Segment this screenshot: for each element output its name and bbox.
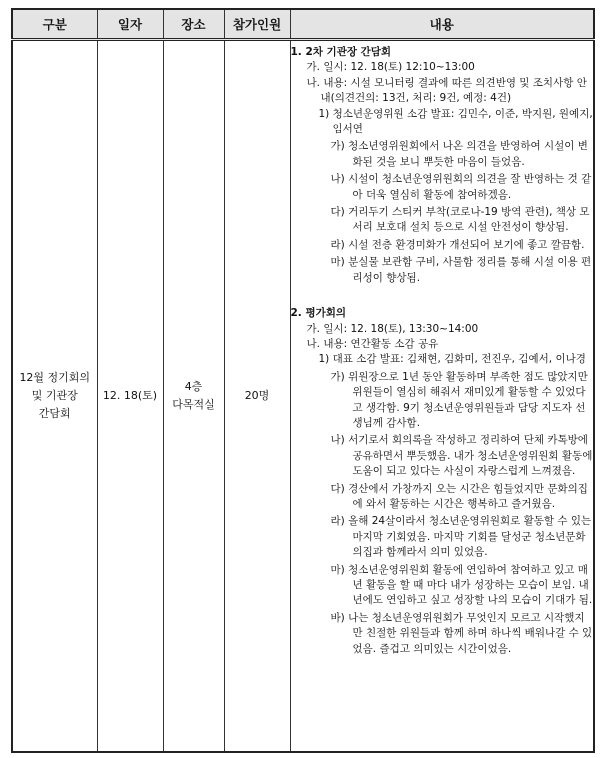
list-item [331, 611, 594, 657]
list-item-marker: 가) [330, 370, 345, 383]
list-item-text: 청소년영위원회에서 나온 의견을 반영하여 시설이 변화된 것을 보니 뿌듯한 마음이 들었음. [348, 140, 588, 168]
list-item [331, 238, 594, 253]
date-cell [97, 40, 163, 753]
section-item: 나. 내용: 시설 모니터링 결과에 따른 의견반영 및 조치사항 안내(의견건의: 13건, 처리: 9건, 예정: 4건) [306, 76, 587, 105]
section-title: 2. 평가회의 [290, 307, 347, 320]
date-value: 12. 18(토) [102, 389, 158, 402]
place-cell [163, 40, 224, 753]
list-item-text: 시설이 청소년운영위원회의 의견을 잘 반영하는 것 같아 더욱 열심히 활동에 참여하겠음. [348, 173, 592, 201]
list-item [331, 255, 594, 286]
list-item-text: 경산에서 가창까지 오는 시간은 힘들었지만 문화의집에 와서 활동하는 시간은 행복하고 즐거웠음. [348, 482, 588, 510]
list-item [331, 205, 594, 236]
list-item-text: 올해 24살이라서 청소년운영위원회로 활동할 수 있는 마지막 기회였음. 마지막 기회를 달성군 청소년문화의집과 함께라서 의미 있었음. [348, 515, 592, 559]
list-item-text: 나는 청소년운영위원회가 무엇인지 모르고 시작했지만 친절한 위원들과 함께 하며 하나씩 배워나갈 수 있었음. 즐겁고 의미있는 시간이었음. [348, 611, 593, 655]
list-item-marker: 가) [330, 140, 345, 153]
list-item-marker: 라) [330, 515, 345, 528]
attendees-cell [224, 40, 290, 753]
header-attendees: 참가인원 [224, 9, 290, 40]
table-header-row [12, 9, 594, 40]
header-date: 일자 [97, 9, 163, 40]
list-item-marker: 나) [330, 434, 345, 447]
section-item: 가. 일시: 12. 18(토) 12:10~13:00 [306, 61, 475, 74]
subsection-item: 1) 대표 소감 발표: 김채현, 김화미, 전진우, 김예서, 이나경 [318, 353, 586, 366]
list-item [331, 482, 594, 513]
table-row [12, 40, 594, 753]
meeting-table [11, 8, 595, 753]
list-item-text: 서기로서 회의록을 작성하고 정리하여 단체 카톡방에 공유하면서 뿌듯했음. 내가 청소년운영위원회 활동에 도움이 되고 있다는 사실이 자랑스럽게 느껴졌음. [348, 434, 593, 478]
list-item-text: 위원장으로 1년 동안 활동하며 부족한 점도 많았지만 위원들이 열심히 해줘서 재미있게 활동할 수 있었다고 생각함. 9기 청소년운영위원들과 담당 지도자 선생님께 감사함. [348, 370, 588, 429]
list-item [331, 563, 594, 609]
place-line: 다목적실 [172, 398, 215, 411]
section-item: 가. 일시: 12. 18(토), 13:30~14:00 [306, 322, 479, 335]
content-cell [290, 40, 594, 753]
attendees-value: 20명 [244, 389, 270, 402]
list-item-text: 분실물 보관함 구비, 사물함 정리를 통해 시설 이용 편리성이 향상됨. [348, 256, 592, 284]
list-item-text: 청소년운영위원회 활동에 연임하여 참여하고 있고 매년 활동을 할 때 마다 내가 성장하는 모습이 보임. 내년에도 연임하고 싶고 성장할 나의 모습이 기대가 됨. [348, 563, 593, 607]
header-category: 구분 [12, 9, 97, 40]
header-content: 내용 [290, 9, 594, 40]
list-item [331, 514, 594, 560]
category-cell [12, 40, 97, 753]
subsection-item: 1) 청소년운영위원 소감 발표: 김민수, 이준, 박지원, 원예지, 임서연 [318, 107, 593, 136]
list-item [331, 172, 594, 203]
list-item [331, 433, 594, 479]
section-title: 1. 2차 기관장 간담회 [290, 46, 392, 58]
list-item-marker: 바) [330, 611, 345, 624]
list-item-marker: 다) [330, 206, 345, 219]
category-line: 및 기관장 [31, 389, 78, 402]
opinion-list [291, 370, 594, 657]
list-item-marker: 라) [330, 238, 345, 251]
list-item-text: 시설 전층 환경미화가 개선되어 보기에 좋고 깔끔함. [348, 238, 585, 251]
list-item-marker: 마) [330, 563, 345, 576]
list-item-marker: 마) [330, 256, 345, 269]
category-line: 간담회 [38, 407, 71, 420]
list-item [331, 370, 594, 432]
place-line: 4층 [184, 380, 203, 393]
list-item-marker: 나) [330, 173, 345, 186]
category-line: 12월 정기회의 [19, 371, 91, 384]
opinion-list [291, 139, 594, 286]
list-item [331, 139, 594, 170]
list-item-text: 거리두기 스티커 부착(코로나-19 방역 관련), 책상 모서리 보호대 설치 등으로 시설 안전성이 향상됨. [348, 206, 590, 234]
header-place: 장소 [163, 9, 224, 40]
section-item: 나. 내용: 연간활동 소감 공유 [306, 337, 439, 350]
list-item-marker: 다) [330, 482, 345, 495]
